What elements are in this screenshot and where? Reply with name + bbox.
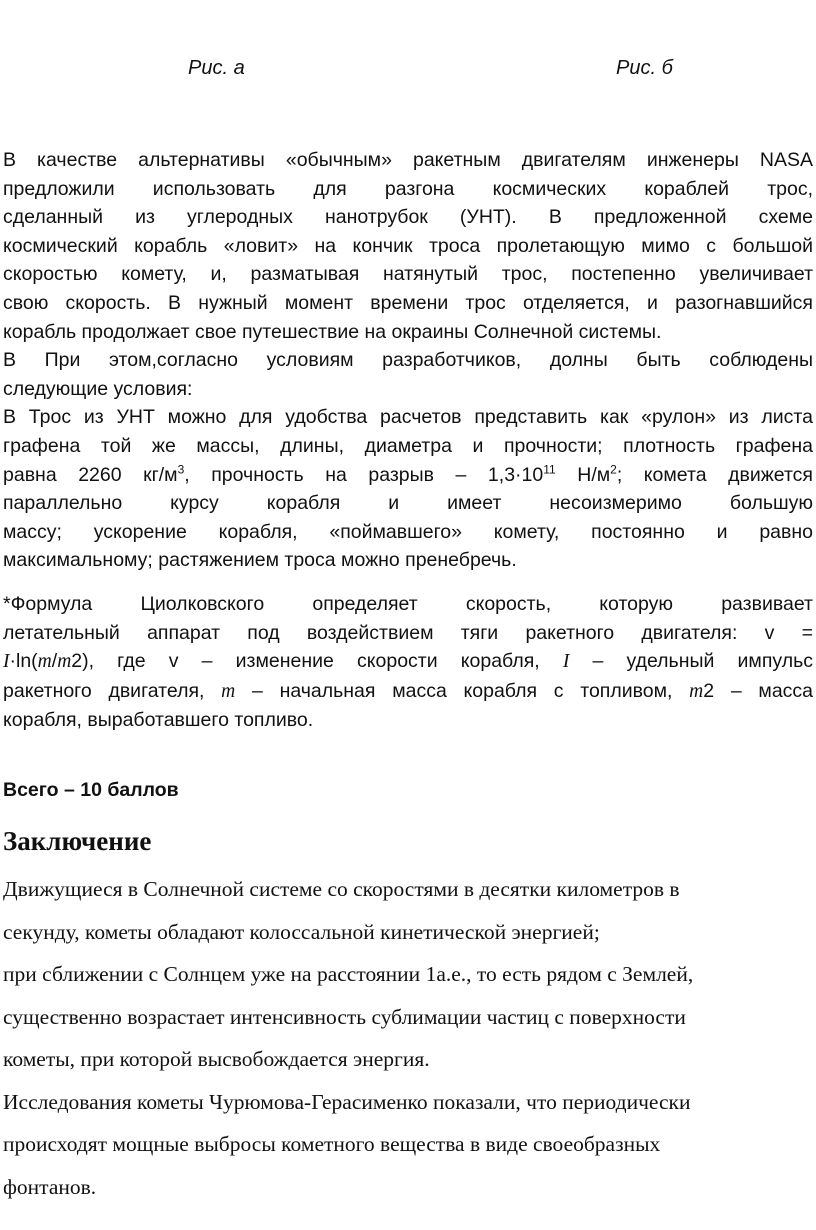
intro-line: корабль продолжает свое путешествие на окраины Солнечной системы. [3, 320, 662, 343]
conclusion-line: Движущиеся в Солнечной системе со скоростями в десятки километров в [3, 877, 680, 901]
formula-note [3, 590, 813, 735]
tube-line: максимальному; растяжением троса можно пренебречь. [3, 549, 517, 572]
exponent: 3 [177, 462, 185, 477]
strength-text: , прочность на разрыв – 1,3·10 [184, 463, 544, 486]
exponent: 2 [610, 462, 617, 477]
mass-symbol: m [689, 680, 704, 702]
conclusion-line: происходят мощные выбросы кометного вещества в виде своеобразных [3, 1132, 661, 1156]
formula-line: летательный аппарат под воздействием тяги ракетного двигателя: v = [3, 621, 813, 644]
density-text: равна 2260 кг/м [3, 463, 178, 486]
conclusion-line: при сближении с Солнцем уже на расстоянии 1а.е., то есть рядом с Землей, [3, 962, 694, 986]
figure-caption-b: Рис. б [616, 57, 673, 79]
formula-line: *Формула Циолковского определяет скорость, которую развивает [3, 593, 813, 615]
formula-text: ракетного двигателя, [3, 679, 222, 702]
intro-line: сделанный из углеродных нанотрубок (УНТ). В предложенной схеме [3, 206, 813, 229]
formula-text: 2 – масса [703, 679, 814, 702]
intro-line: предложили использовать для разгона космических кораблей трос, [3, 177, 813, 200]
tube-line-with-exponents [3, 461, 813, 490]
mass-symbol: m [57, 651, 72, 673]
formula-line [3, 647, 813, 677]
mass-symbol: m [37, 651, 52, 673]
exponent: 11 [543, 462, 556, 477]
tube-line: В Трос из УНТ можно для удобства расчетов представить как «рулон» из листа [3, 406, 813, 429]
formula-line: корабля, выработавшего топливо. [3, 709, 314, 732]
formula-text: / [51, 650, 58, 673]
conclusion-line: секунду, кометы обладают колоссальной кинетической энергией; [3, 919, 600, 944]
problem-text [3, 146, 813, 575]
intro-line: свою скорость. В нужный момент времени трос отделяется, и разогнавшийся [3, 291, 813, 314]
conclusion-line: существенно возрастает интенсивность сублимации частиц с поверхности [3, 1004, 686, 1029]
impulse-symbol: I [3, 651, 10, 673]
tube-line: параллельно курсу корабля и имеет несоизмеримо большую [3, 492, 813, 515]
conclusion-line: фонтанов. [3, 1174, 97, 1199]
conditions-line: следующие условия: [3, 377, 193, 400]
conclusion-line: Исследования кометы Чурюмова-Герасименко показали, что периодически [3, 1089, 691, 1114]
tube-line: графена той же массы, длины, диаметра и прочности; плотность графена [3, 434, 813, 457]
impulse-symbol: I [562, 651, 570, 673]
intro-line: космический корабль «ловит» на кончик троса пролетающую мимо с большой [3, 234, 813, 257]
formula-text: 2), где v – изменение скорости корабля, [71, 650, 563, 673]
mass-symbol: m [221, 680, 236, 702]
intro-line: скоростью комету, и, разматывая натянутый трос, постепенно увеличивает [3, 263, 813, 286]
total-score: Всего – 10 баллов [3, 779, 179, 801]
conditions-line: В При этом,согласно условиям разработчиков, долны быть соблюдены [3, 349, 813, 372]
formula-text: – начальная масса корабля с топливом, [235, 679, 690, 702]
comet-text: ; комета движется [616, 463, 813, 486]
conclusion-heading: Заключение [3, 826, 152, 856]
formula-text: ·ln( [9, 650, 38, 673]
intro-line: В качестве альтернативы «обычным» ракетным двигателям инженеры NASA [3, 149, 813, 171]
unit-text: Н/м [555, 463, 611, 486]
conclusion-line: кометы, при которой высвобождается энергия. [3, 1047, 430, 1071]
conclusion-text [3, 868, 813, 1208]
formula-line [3, 677, 813, 707]
figure-caption-a: Рис. а [188, 57, 245, 79]
tube-line: массу; ускорение корабля, «поймавшего» комету, постоянно и равно [3, 520, 813, 543]
formula-text: – удельный импульс [569, 650, 813, 673]
